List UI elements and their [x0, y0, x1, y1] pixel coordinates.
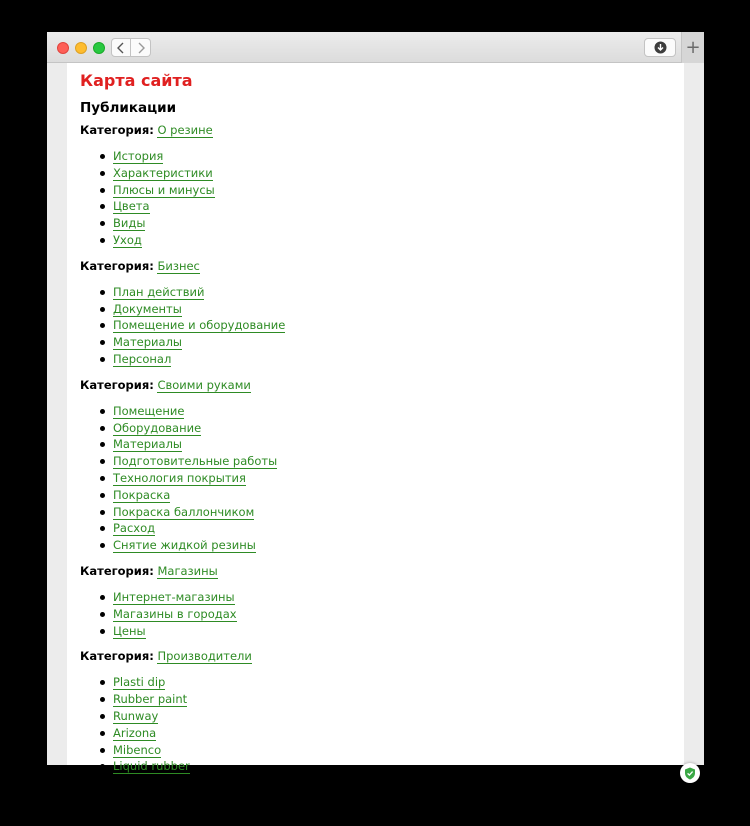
article-link[interactable]: Цены — [113, 623, 146, 638]
list-item — [100, 537, 684, 554]
category-label: Категория: — [80, 563, 154, 578]
article-link[interactable]: Материалы — [113, 335, 182, 350]
category-heading — [80, 378, 684, 393]
article-link[interactable]: Снятие жидкой резины — [113, 538, 256, 553]
list-item — [100, 148, 684, 165]
category-label: Категория: — [80, 258, 154, 273]
list-item — [100, 589, 684, 606]
new-tab-button[interactable] — [681, 32, 704, 63]
article-link[interactable]: Характеристики — [113, 165, 213, 180]
article-link[interactable]: Arizona — [113, 725, 157, 740]
zoom-window-button[interactable] — [93, 42, 105, 54]
list-item — [100, 504, 684, 521]
list-item — [100, 334, 684, 351]
article-link[interactable]: Подготовительные работы — [113, 454, 278, 469]
minimize-window-button[interactable] — [75, 42, 87, 54]
forward-button[interactable] — [131, 38, 151, 57]
list-item — [100, 725, 684, 742]
category-link[interactable]: О резине — [157, 123, 213, 137]
category-label: Категория: — [80, 649, 154, 664]
article-link[interactable]: Покраска баллончиком — [113, 504, 255, 519]
title-bar — [47, 32, 704, 63]
list-item — [100, 520, 684, 537]
extension-shield-button[interactable] — [680, 763, 700, 783]
list-item — [100, 165, 684, 182]
category-heading — [80, 123, 684, 138]
article-link[interactable]: Документы — [113, 301, 182, 316]
article-link[interactable]: Mibenco — [113, 742, 162, 757]
sitemap-page — [67, 63, 684, 774]
list-item — [100, 232, 684, 249]
article-list — [80, 148, 684, 249]
article-link[interactable]: Оборудование — [113, 420, 202, 435]
article-list — [80, 674, 684, 775]
article-link[interactable]: Магазины в городах — [113, 606, 237, 621]
category-heading — [80, 649, 684, 664]
article-link[interactable]: Plasti dip — [113, 675, 166, 690]
article-link[interactable]: Покраска — [113, 487, 171, 502]
browser-window — [47, 32, 704, 774]
list-item — [100, 436, 684, 453]
category-label: Категория: — [80, 377, 154, 392]
article-list — [80, 589, 684, 639]
list-item — [100, 742, 684, 759]
article-list — [80, 284, 684, 368]
close-window-button[interactable] — [57, 42, 69, 54]
download-icon — [654, 41, 667, 54]
article-link[interactable]: Runway — [113, 708, 159, 723]
article-list — [80, 403, 684, 554]
category-link[interactable]: Бизнес — [157, 258, 200, 273]
shield-icon — [684, 767, 696, 780]
list-item — [100, 215, 684, 232]
article-link[interactable]: Интернет-магазины — [113, 589, 235, 604]
article-link[interactable]: Rubber paint — [113, 692, 188, 707]
article-link[interactable]: План действий — [113, 284, 205, 299]
article-link[interactable]: Liquid rubber — [113, 759, 190, 774]
article-link[interactable]: Уход — [113, 232, 142, 247]
category-heading — [80, 564, 684, 579]
article-link[interactable]: Помещение и оборудование — [113, 318, 286, 333]
list-item — [100, 758, 684, 775]
category-label: Категория: — [80, 123, 154, 137]
list-item — [100, 453, 684, 470]
article-link[interactable]: Помещение — [113, 403, 185, 418]
list-item — [100, 403, 684, 420]
downloads-button[interactable] — [644, 38, 676, 57]
list-item — [100, 487, 684, 504]
list-item — [100, 674, 684, 691]
list-item — [100, 317, 684, 334]
chevron-left-icon — [116, 42, 126, 54]
list-item — [100, 691, 684, 708]
plus-icon: + — [685, 37, 701, 58]
list-item — [100, 351, 684, 368]
page-viewport[interactable] — [47, 63, 704, 774]
list-item — [100, 623, 684, 640]
back-button[interactable] — [111, 38, 131, 57]
article-link[interactable]: История — [113, 149, 164, 163]
page-title: Карта сайта — [80, 71, 193, 90]
list-item — [100, 708, 684, 725]
article-link[interactable]: Технология покрытия — [113, 470, 246, 485]
list-item — [100, 606, 684, 623]
article-link[interactable]: Персонал — [113, 351, 172, 366]
category-link[interactable]: Производители — [157, 649, 252, 664]
category-heading — [80, 259, 684, 274]
list-item — [100, 301, 684, 318]
list-item — [100, 182, 684, 199]
list-item — [100, 420, 684, 437]
chevron-right-icon — [136, 42, 146, 54]
section-title: Публикации — [80, 100, 177, 116]
category-list — [80, 123, 684, 775]
list-item — [100, 470, 684, 487]
category-link[interactable]: Своими руками — [157, 377, 251, 392]
list-item — [100, 284, 684, 301]
article-link[interactable]: Материалы — [113, 437, 182, 452]
list-item — [100, 198, 684, 215]
article-link[interactable]: Цвета — [113, 199, 150, 214]
category-link[interactable]: Магазины — [157, 563, 218, 578]
article-link[interactable]: Плюсы и минусы — [113, 182, 215, 197]
article-link[interactable]: Виды — [113, 216, 146, 231]
article-link[interactable]: Расход — [113, 521, 156, 536]
